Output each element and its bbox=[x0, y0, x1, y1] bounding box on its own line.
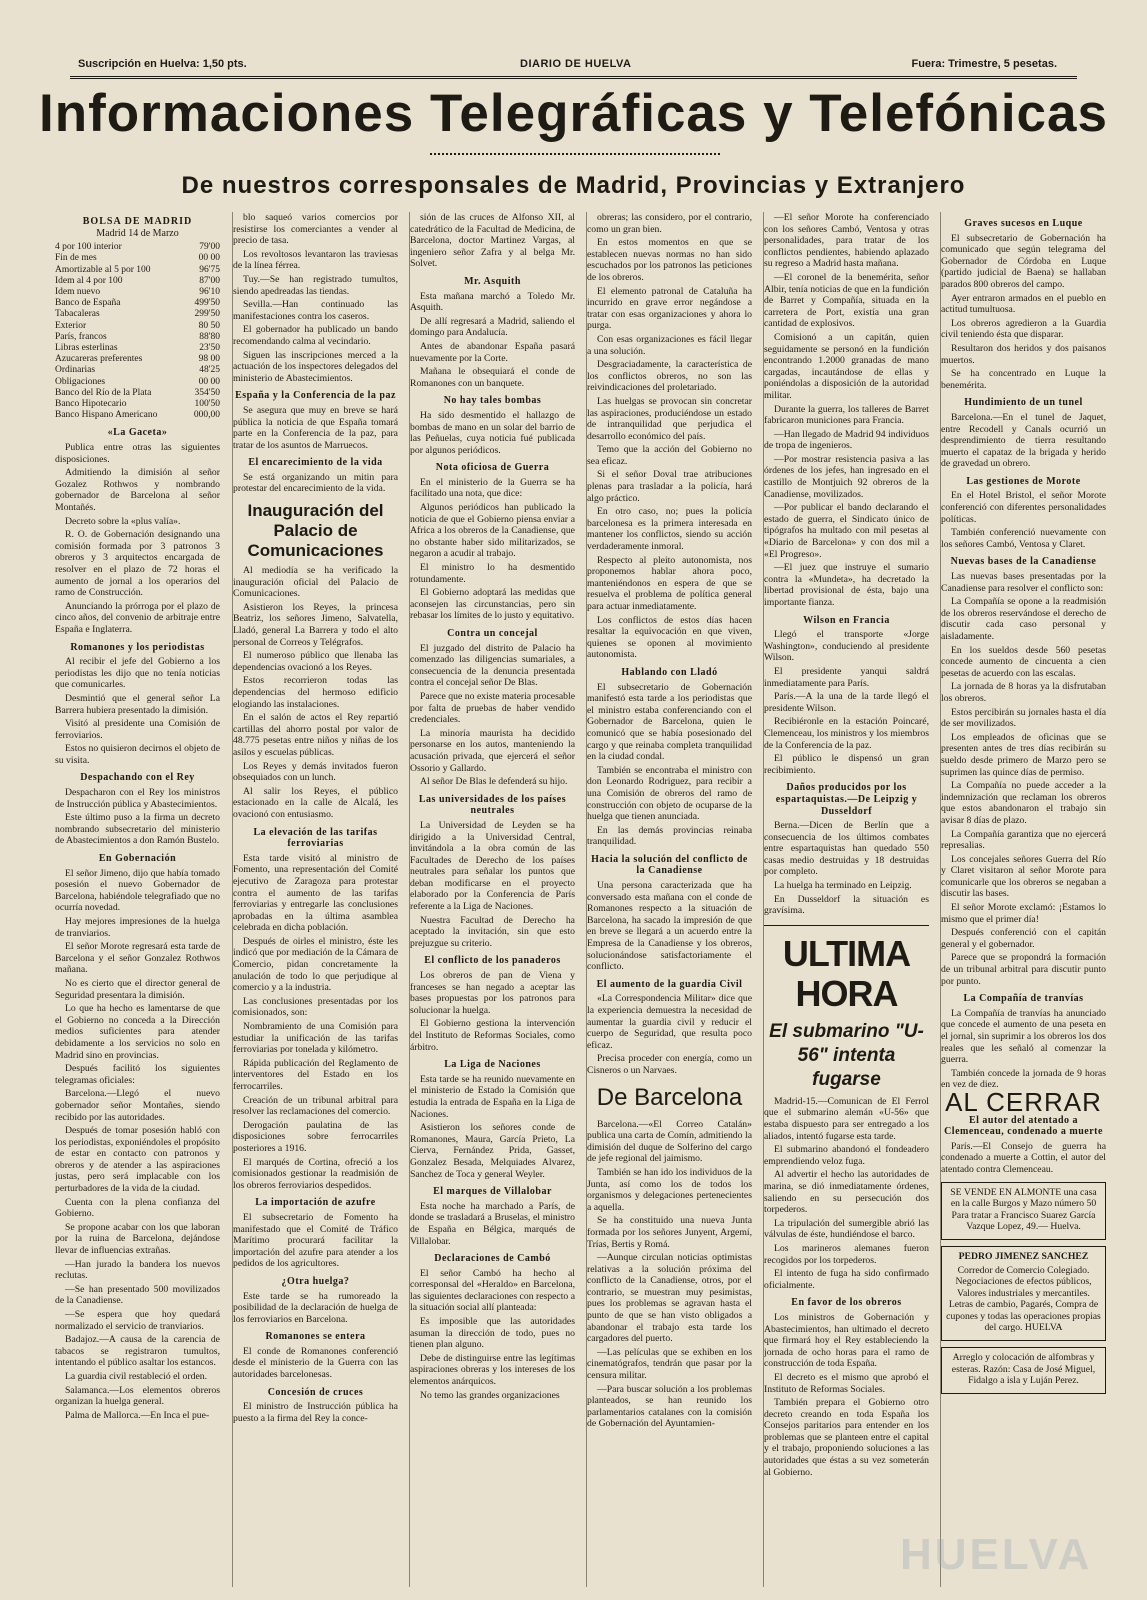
article-paragraph: El ministro de Instrucción pública ha puesto a la firma del Rey la conce- bbox=[233, 1401, 398, 1424]
article-paragraph: Algunos periódicos han publicado la noticia de que el Gobierno piensa enviar a Africa a los obreros de la Canadiense, que no obstante haber sido militarizados, se negaron a acudir al trabajo. bbox=[410, 502, 575, 560]
classified-ad bbox=[941, 1347, 1106, 1394]
article-paragraph: Parece que no existe materia procesable por falta de pruebas de haber vendido credenciales. bbox=[410, 690, 575, 726]
bolsa-row bbox=[55, 388, 220, 399]
article-paragraph: «La Correspondencia Militar» dice que la experiencia demuestra la necesidad de aumentar la guardia civil y reducir el cuerpo de Seguridad, que resulta poco eficaz. bbox=[587, 993, 752, 1051]
bolsa-security-value: 96'10 bbox=[199, 287, 220, 297]
article-paragraph: El submarino abandonó el fondeadero emprendiendo veloz fuga. bbox=[764, 1144, 929, 1167]
article-heading: La elevación de las tarifas ferroviarias bbox=[253, 826, 378, 850]
article-paragraph: La Compañía garantiza que no ejercerá represalias. bbox=[941, 828, 1106, 852]
classified-ad-text: Arreglo y colocación de alfombras y esteras. Razón: Casa de José Miguel, Fidalgo a isla y Luján Perez. bbox=[951, 1352, 1096, 1387]
article-paragraph: —Han llegado de Madrid 94 individuos de tropa de ingenieros. bbox=[764, 428, 929, 452]
bolsa-security-name: Idem nuevo bbox=[55, 287, 101, 297]
bolsa-security-name: Obligaciones bbox=[55, 376, 106, 387]
bolsa-security-name: 4 por 100 interior bbox=[55, 242, 122, 253]
article-paragraph: El conde de Romanones conferenció desde el ministerio de la Guerra con las autoridades barcelonesas. bbox=[233, 1345, 398, 1381]
article-paragraph: El intento de fuga ha sido confirmado oficialmente. bbox=[764, 1268, 929, 1291]
bolsa-security-name: Tabacaleras bbox=[55, 309, 100, 320]
article-paragraph: Después conferenció con el capitán general y el gobernador. bbox=[941, 927, 1106, 950]
classified-ad-text: SE VENDE EN ALMONTE una casa en la calle Burgos y Mazo número 50 Para tratar a Francisco Suarez García Vazque Lopez, 49.— Huelva. bbox=[950, 1186, 1097, 1233]
article-paragraph: Madrid-15.—Comunican de El Ferrol que el submarino alemán «U-56» que estaba dispuesto para ser entregado a los aliados, intentó fugarse esta tarde. bbox=[764, 1095, 929, 1142]
article-paragraph: Lo que ha hecho es lamentarse de que el Gobierno no conceda a la Dirección medios suficientes para atender debidamente a los servicios no solo en Madrid sino en provincias. bbox=[55, 1003, 220, 1061]
bolsa-security-name: Banco Hipotecario bbox=[55, 399, 127, 410]
title-divider bbox=[430, 153, 720, 155]
article-paragraph: Una persona caracterizada que ha conversado esta mañana con el conde de Romanones respecto a la situación de Barcelona, ha sacado la impresión de que en breve se llegará a un acuerdo entre la Empresa de la Canadiense y los obreros, solucionándose satisfactoriamente el conflicto. bbox=[587, 880, 752, 973]
article-paragraph: El presidente yanqui saldrá inmediatamente para París. bbox=[764, 665, 929, 689]
article-paragraph: La minoría maurista ha decidido personarse en los autos, manteniendo la acusación privada, que ejercerá el señor Ossorio y Gallardo. bbox=[410, 727, 575, 774]
article-paragraph: Admitiendo la dimisión al señor Gozalez Rothwos y nombrando gobernador de Barcelona al señor Montañés. bbox=[55, 467, 220, 513]
article-paragraph: Derogación paulatina de las disposiciones sobre ferrocarriles posteriores a 1916. bbox=[233, 1119, 398, 1154]
article-heading: En Gobernación bbox=[98, 853, 177, 865]
article-paragraph: De allí regresará a Madrid, saliendo el domingo para Andalucía. bbox=[410, 315, 575, 339]
article-paragraph: El decreto es el mismo que aprobó el Instituto de Reformas Sociales. bbox=[764, 1371, 929, 1395]
article-paragraph: La guardia civil restableció el orden. bbox=[65, 1370, 208, 1382]
article-paragraph: Esta mañana marchó a Toledo Mr. Asquith. bbox=[410, 290, 575, 314]
article-paragraph: En el Hotel Bristol, el señor Morote conferenció con diferentes personalidades políticas. bbox=[941, 490, 1106, 525]
column-4 bbox=[586, 212, 752, 1587]
article-paragraph: Temo que la acción del Gobierno no sea eficaz. bbox=[587, 444, 752, 467]
article-paragraph: Berna.—Dicen de Berlín que a consecuencia de los últimos combates entre espartaquistas han quedado 550 casas medio destruidas y 18 destruidas por completo. bbox=[764, 820, 929, 878]
bolsa-security-name: Banco Hispano Americano bbox=[55, 410, 158, 421]
article-paragraph: La jornada de 8 horas ya la disfrutaban los obreros. bbox=[941, 681, 1106, 704]
article-paragraph: El elemento patronal de Cataluña ha incurrido en grave error negándose a tratar con esas organizaciones y ahora lo purga. bbox=[587, 285, 752, 332]
newspaper-name: DIARIO DE HUELVA bbox=[520, 58, 632, 70]
bolsa-row bbox=[55, 399, 220, 410]
article-paragraph: Este último puso a la firma un decreto nombrando subsecretario del ministerio de Abastecimientos a don Ramón Bustelo. bbox=[55, 812, 220, 847]
article-paragraph: Los revoltosos levantaron las traviesas de la línea férrea. bbox=[233, 248, 398, 272]
article-paragraph: Resultaron dos heridos y dos paisanos muertos. bbox=[941, 342, 1106, 366]
article-heading: El aumento de la guardia Civil bbox=[596, 978, 743, 990]
article-paragraph: El ministro lo ha desmentido rotundamente. bbox=[410, 562, 575, 585]
article-paragraph: Al recibir el jefe del Gobierno a los periodistas les dijo que no tenía noticias que comunicarles. bbox=[55, 656, 220, 691]
article-paragraph: Las conclusiones presentadas por los comisionados, son: bbox=[233, 995, 398, 1019]
article-paragraph: Mañana le obsequiará el conde de Romanones con un banquete. bbox=[410, 366, 575, 389]
article-paragraph: Al señor De Blas le defenderá su hijo. bbox=[420, 776, 568, 788]
bolsa-security-value: 00 00 bbox=[198, 253, 220, 264]
article-paragraph: Recibiéronle en la estación Poincaré, Clemenceau, los ministros y los miembros de la Conferencia de la paz. bbox=[764, 716, 929, 751]
article-paragraph: El gobernador ha publicado un bando recomendando calma al vecindario. bbox=[233, 324, 398, 347]
article-paragraph: Los marineros alemanes fueron recogidos por los torpederos. bbox=[764, 1242, 929, 1266]
section-banner: ULTIMA HORA bbox=[764, 925, 929, 1014]
article-paragraph: —El señor Morote ha conferenciado con los señores Cambó, Ventosa y otras personalidades, para tratar de los conflictos pendientes, habiendo aplazado su regreso a Madrid hasta mañana. bbox=[764, 212, 929, 270]
broker-ad-title: PEDRO JIMENEZ SANCHEZ bbox=[958, 1250, 1089, 1262]
article-heading: Hundimiento de un tunel bbox=[964, 397, 1083, 409]
article-paragraph: Nombramiento de una Comisión para estudiar la unificación de las tarifas ferroviarias por tonelada y kilómetro. bbox=[233, 1021, 398, 1056]
article-paragraph: En los sueldos desde 560 pesetas concede aumento de cincuenta a cien pesetas de acuerdo con las escalas. bbox=[941, 644, 1106, 679]
article-paragraph: La Compañía no puede acceder a la indemnización que reclaman los obreros que estos abandonaron el trabajo sin avisar 8 días de plazo. bbox=[941, 780, 1106, 826]
article-paragraph: Asistieron los señores conde de Romanones, Maura, García Prieto, La Cierva, Fernández Prida, Gasset, Gonzalez Besada, Melquiades Alvarez, Sanchez de Toca y general Weyler. bbox=[410, 1122, 575, 1180]
article-paragraph: El señor Morote exclamó: ¡Estamos lo mismo que el primer día! bbox=[941, 902, 1106, 925]
article-heading: Las gestiones de Morote bbox=[966, 475, 1081, 487]
article-heading: Concesión de cruces bbox=[267, 1386, 364, 1398]
bolsa-date: Madrid 14 de Marzo bbox=[96, 227, 179, 239]
article-paragraph: Durante la guerra, los talleres de Barret fabricaron municiones para Francia. bbox=[764, 403, 929, 427]
article-heading: La Liga de Naciones bbox=[444, 1059, 541, 1071]
article-paragraph: Palma de Mallorca.—En Inca el pue- bbox=[65, 1409, 210, 1421]
classified-ad bbox=[941, 1182, 1106, 1240]
article-heading: «La Gaceta» bbox=[107, 427, 168, 439]
article-paragraph: —Aunque circulan noticias optimistas relativas a la solución próxima del conflicto de la Canadiense, otros, por el contrario, se muestran muy pesimistas, pues los problemas se agravan hasta el punto de que se han visto obligados a abandonar el trabajo esta tarde los cargadores del puerto. bbox=[587, 1252, 752, 1345]
article-paragraph: Se propone acabar con los que laboran por la ruina de Barcelona, dejándose llevar de influencias extrañas. bbox=[55, 1221, 220, 1257]
article-paragraph: Con esas organizaciones es fácil llegar a una solución. bbox=[587, 333, 752, 357]
article-paragraph: —Se han presentado 500 movilizados de la Canadiense. bbox=[55, 1283, 220, 1307]
bolsa-row bbox=[55, 287, 220, 298]
article-heading: Romanones y los periodistas bbox=[70, 641, 205, 653]
article-heading: En favor de los obreros bbox=[791, 1297, 902, 1309]
article-paragraph: Llegó el transporte «Jorge Washington», conduciendo al presidente Wilson. bbox=[764, 629, 929, 664]
bolsa-security-value: 000,00 bbox=[193, 410, 220, 421]
article-paragraph: En las demás provincias reinaba tranquilidad. bbox=[587, 824, 752, 848]
article-paragraph: El marqués de Cortina, ofreció a los comisionados gestionar la readmisión de los obreros ferroviarios despedidos. bbox=[233, 1156, 398, 1191]
article-heading: Daños producidos por los espartaquistas.—De Leipzig y Dusseldorf bbox=[775, 782, 918, 817]
archive-watermark: HUELVA bbox=[900, 1530, 1093, 1579]
article-paragraph: Esta tarde se ha reunido nuevamente en el ministerio de Estado la Comisión que estudia la entrada de España en la Liga de Naciones. bbox=[410, 1073, 575, 1120]
bolsa-security-name: Libras esterlinas bbox=[55, 343, 118, 354]
article-paragraph: sión de las cruces de Alfonso XII, al catedrático de la Facultad de Medicina, de Barcelona, doctor Martinez Vargas, al ingeniero señor Zafra y al belga Mr. Solvet. bbox=[410, 212, 575, 270]
article-paragraph: En otro caso, no; pues la policía barcelonesa es la primera interesada en mantener los conflictos, siendo su acción verdaderamente inmoral. bbox=[587, 506, 752, 553]
article-paragraph: Comisionó a un capitán, quien seguidamente se personó en la fundición encontrando 1.2000 granadas de mano cargadas, incautándose de ellas y poniéndolas a disposición de la autoridad militar. bbox=[764, 331, 929, 401]
subscription-outside: Fuera: Trimestre, 5 pesetas. bbox=[911, 58, 1057, 70]
bolsa-security-name: Fin de mes bbox=[55, 253, 97, 264]
bolsa-security-name: Azucareras preferentes bbox=[55, 354, 143, 365]
article-heading: Declaraciones de Cambó bbox=[434, 1253, 551, 1265]
article-paragraph: También concede la jornada de 9 horas en vez de diez. bbox=[941, 1067, 1106, 1091]
article-paragraph: El Gobierno gestiona la intervención del Instituto de Reformas Sociales, como árbitro. bbox=[410, 1018, 575, 1053]
article-paragraph: La Compañía de tranvías ha anunciado que concede el aumento de una peseta en el jornal, sin suprimir a los obreros los dos reales que les señaló al comenzar la guerra. bbox=[941, 1007, 1106, 1066]
article-paragraph: El público le dispensó un gran recibimiento. bbox=[764, 753, 929, 776]
bolsa-security-value: 79'00 bbox=[199, 242, 220, 253]
article-paragraph: Barcelona.—«El Correo Catalán» publica una carta de Comín, admitiendo la dimisión del duque de Solferino del cargo de jefe regional del jaimismo. bbox=[587, 1118, 752, 1165]
article-paragraph: No es cierto que el director general de Seguridad presentara la dimisión. bbox=[55, 977, 220, 1001]
article-paragraph: R. O. de Gobernación designando una comisión formada por 3 patronos 3 obreros y 3 arquitectos encargada de resolver en el plazo de 72 horas el aumento de jornal a los operarios del ramo de Construcción. bbox=[55, 529, 220, 599]
bolsa-security-value: 00 00 bbox=[198, 376, 220, 387]
article-heading: España y la Conferencia de la paz bbox=[235, 390, 396, 402]
article-paragraph: Precisa proceder con energía, como un Cisneros o un Narvaes. bbox=[587, 1053, 752, 1076]
article-heading: Mr. Asquith bbox=[464, 275, 521, 287]
bolsa-row bbox=[55, 298, 220, 309]
bolsa-table bbox=[55, 242, 220, 421]
article-heading: El marques de Villalobar bbox=[433, 1186, 552, 1198]
bolsa-row bbox=[55, 343, 220, 354]
column-1 bbox=[55, 212, 220, 1587]
article-paragraph: También prepara el Gobierno otro decreto creando en toda España los Consejos paritarios para entender en los problemas que se planteen entre el capital y el trabajo, proponiendo soluciones a las autoridades que éstas a su vez someterán al Gobierno. bbox=[764, 1397, 929, 1478]
article-paragraph: Siguen las inscripciones merced a la actuación de los inspectores delegados del ministerio de Abastecimientos. bbox=[233, 349, 398, 384]
article-paragraph: Los empleados de oficinas que se presenten antes de tres días recibirán su sueldo desde primero de Marzo pero se suprimen las quince días de permiso. bbox=[941, 731, 1106, 778]
article-columns bbox=[55, 212, 1115, 1592]
article-paragraph: Al advertir el hecho las autoridades de marina, se dió inmediatamente órdenes, saliendo en su persecución dos torpederos. bbox=[764, 1169, 929, 1216]
article-paragraph: La Universidad de Leyden se ha dirigido a la Universidad Central, invitándola a la obra común de las Facultades de Derecho de los países neutrales para señalar los puntos que deban modificarse en el proyecto elaborado por la Conferencia de París referente a la Liga de Naciones. bbox=[410, 819, 575, 913]
article-paragraph: Los ministros de Gobernación y Abastecimientos, han ultimado el decreto que firmará hoy el Rey estableciendo la jornada de ocho horas para el ramo de construcción de toda España. bbox=[764, 1311, 929, 1370]
article-paragraph: El numeroso público que llenaba las dependencias ovacionó a los Reyes. bbox=[233, 650, 398, 673]
article-paragraph: —El juez que instruye el sumario contra la «Mundeta», ha decretado la libertad provisional de ésta, bajo una importante fianza. bbox=[764, 562, 929, 608]
article-paragraph: Sevilla.—Han continuado las manifestaciones contra los caseros. bbox=[233, 299, 398, 322]
article-paragraph: El subsecretario de Gobernación ha comunicado que según telegrama del Gobernador de Córdoba en Luque (partido judicial de Baena) se hallaban parados 800 obreros del campo. bbox=[941, 232, 1106, 290]
article-paragraph: Publica entre otras las siguientes disposiciones. bbox=[55, 442, 220, 465]
broker-ad-text: Corredor de Comercio Colegiado. Negociaciones de efectos públicos, Valores industriales y mercantiles. Letras de cambio, Pagarés, Compra de cupones y todas las operaciones propias del cargo. HUELVA bbox=[946, 1264, 1101, 1334]
bolsa-security-value: 96'75 bbox=[199, 264, 220, 275]
article-paragraph: También conferenció nuevamente con los señores Cambó, Ventosa y Claret. bbox=[941, 527, 1106, 550]
bolsa-row bbox=[55, 410, 220, 421]
article-paragraph: París.—A la una de la tarde llegó el presidente Wilson. bbox=[764, 691, 929, 714]
article-paragraph: —Las películas que se exhiben en los cinematógrafos, tendrán que pasar por la censura militar. bbox=[587, 1346, 752, 1382]
article-paragraph: Ayer entraron armados en el pueblo en actitud tumultuosa. bbox=[941, 292, 1106, 316]
article-heading: Wilson en Francia bbox=[803, 614, 890, 626]
article-heading: El conflicto de los panaderos bbox=[424, 955, 561, 967]
article-paragraph: Salamanca.—Los elementos obreros organizan la huelga general. bbox=[55, 1384, 220, 1408]
column-2-body bbox=[233, 212, 398, 1424]
article-heading: Romanones se entera bbox=[265, 1331, 366, 1343]
article-paragraph: Nuestra Facultad de Derecho ha aceptado la invitación, sin que esto prejuzgue su criterio. bbox=[410, 914, 575, 949]
article-paragraph: En el ministerio de la Guerra se ha facilitado una nota, que dice: bbox=[410, 476, 575, 500]
article-heading: Hablando con Lladó bbox=[621, 666, 718, 678]
article-paragraph: París.—El Consejo de guerra ha condenado a muerte a Cottin, el autor del atentado contra Clemenceau. bbox=[941, 1140, 1106, 1175]
article-paragraph: —Para buscar solución a los problemas planteados, se han reunido los parlamentarios catalanes con la comisión de Gobernación del Ayuntamien- bbox=[587, 1383, 752, 1430]
bolsa-row bbox=[55, 365, 220, 376]
column-6 bbox=[940, 212, 1106, 1587]
article-paragraph: El juzgado del distrito de Palacio ha comenzado las diligencias sumariales, a consecuencia de la denuncia presentada contra el concejal señor De Blas. bbox=[410, 642, 575, 689]
article-paragraph: Estos no quisieron decirnos el objeto de su visita. bbox=[55, 743, 220, 766]
bolsa-security-name: Idem al 4 por 100 bbox=[55, 275, 123, 286]
bolsa-row bbox=[55, 276, 220, 287]
column-5-body bbox=[764, 212, 929, 1478]
bolsa-security-value: 98 00 bbox=[198, 354, 220, 365]
article-heading: El autor del atentado a Clemenceau, condenado a muerte bbox=[944, 1114, 1103, 1138]
bolsa-security-value: 299'50 bbox=[194, 309, 220, 320]
article-paragraph: El subsecretario de Fomento ha manifestado que el Comité de Tráfico Marítimo procurará facilitar la importación del azufre para atender a los pedidos de los agricultores. bbox=[233, 1211, 398, 1270]
article-heading: Las universidades de los países neutrales bbox=[418, 793, 567, 817]
article-paragraph: Esta noche ha marchado a París, de donde se trasladará a Bruselas, el ministro de España en Bélgica, marqués de Villalobar. bbox=[410, 1200, 575, 1247]
article-paragraph: —Se espera que hoy quedará normalizado el servicio de tranviarios. bbox=[55, 1309, 220, 1332]
bolsa-row bbox=[55, 332, 220, 343]
article-paragraph: Se asegura que muy en breve se hará pública la noticia de que España tomará parte en la Conferencia de la paz, para tratar de los asuntos de Marruecos. bbox=[233, 404, 398, 451]
article-paragraph: Visitó al presidente una Comisión de ferroviarios. bbox=[55, 718, 220, 741]
article-paragraph: Rápida publicación del Reglamento de interventores del Estado en los ferrocarriles. bbox=[233, 1057, 398, 1092]
article-heading: El encarecimiento de la vida bbox=[248, 457, 383, 469]
article-paragraph: —Han jurado la bandera los nuevos reclutas. bbox=[55, 1258, 220, 1282]
article-paragraph: La Compañía se opone a la readmisión de los obreros reservándose el derecho de discutir cada caso personal y aisladamente. bbox=[941, 596, 1106, 642]
article-heading: La Compañía de tranvías bbox=[963, 993, 1084, 1005]
article-heading: La importación de azufre bbox=[255, 1197, 376, 1209]
bolsa-row bbox=[55, 265, 220, 276]
article-paragraph: Barcelona.—En el tunel de Jaquet, entre Recodell y Canals ocurrió un desprendimiento de tierra resultando muerto el capataz de la brigada y herido de gravedad un obrero. bbox=[941, 411, 1106, 470]
column-6-body bbox=[941, 218, 1106, 1394]
bolsa-security-name: Banco del Río de la Plata bbox=[55, 387, 152, 398]
article-paragraph: Tuy.—Se han registrado tumultos, siendo apedreadas las tiendas. bbox=[233, 273, 398, 297]
article-paragraph: Despacharon con el Rey los ministros de Instrucción pública y Abastecimientos. bbox=[55, 787, 220, 810]
bolsa-security-value: 100'50 bbox=[194, 399, 220, 410]
masthead-strip bbox=[70, 54, 1077, 79]
article-paragraph: Cuenta con la plena confianza del Gobierno. bbox=[55, 1196, 220, 1220]
bolsa-security-name: Amortizable al 5 por 100 bbox=[55, 264, 151, 275]
article-paragraph: Parece que se propondrá la formación de un tribunal arbitral para discutir punto por punto. bbox=[941, 952, 1106, 987]
article-paragraph: Los Reyes y demás invitados fueron obsequiados con un lunch. bbox=[233, 760, 398, 784]
article-heading: Nuevas bases de la Canadiense bbox=[950, 556, 1097, 568]
article-paragraph: El Gobierno adoptará las medidas que aconsejen las circunstancias, pero sin rebasar los límites de lo justo y equitativo. bbox=[410, 587, 575, 622]
article-paragraph: Después facilitó los siguientes telegramas oficiales: bbox=[55, 1063, 220, 1086]
column-1-body bbox=[55, 427, 220, 1421]
page-subtitle: De nuestros corresponsales de Madrid, Provincias y Extranjero bbox=[181, 172, 966, 199]
article-paragraph: Si el señor Doval trae atribuciones plenas para trasladar a la policía, hará algo práctico. bbox=[587, 469, 752, 504]
bolsa-security-value: 48'25 bbox=[199, 365, 220, 376]
bolsa-security-value: 88'80 bbox=[199, 331, 220, 342]
article-paragraph: También se encontraba el ministro con don Leonardo Rodriguez, para recibir a una Comisión de obreros del ramo de construcción con objeto de ocuparse de la huelga que tienen anunciada. bbox=[587, 764, 752, 823]
article-paragraph: El señor Cambó ha hecho al corresponsal del «Heraldo» en Barcelona, las siguientes declaraciones con respecto a la situación social allí planteada: bbox=[410, 1267, 575, 1314]
article-paragraph: Los obreros de pan de Viena y franceses se han negado a aceptar las bases propuestas por los patronos para solucionar la huelga. bbox=[410, 970, 575, 1016]
bolsa-security-value: 80 50 bbox=[198, 320, 220, 331]
article-heading: No hay tales bombas bbox=[443, 395, 542, 407]
subscription-local: Suscripción en Huelva: 1,50 pts. bbox=[78, 58, 247, 70]
article-paragraph: Las huelgas se provocan sin concretar las aspiraciones, produciéndose un estado de intranquilidad que perjudica el desarrollo económico del país. bbox=[587, 395, 752, 442]
article-paragraph: Los concejales señores Guerra del Río y Claret visitaron al señor Morote para comunicarle que los obreros se negaban a discutir las bases. bbox=[941, 853, 1106, 900]
article-paragraph: El subsecretario de Gobernación manifestó esta tarde a los periodistas que el ministro estaba conferenciando con el Gobernador de Barcelona, quien le comunicó que se había posesionado del cargo y que reinaba completa tranquilidad en la ciudad condal. bbox=[587, 681, 752, 763]
article-paragraph: Respecto al pleito autonomista, nos proponemos hablar ahora poco, manteniéndonos en espera de que se resuelva el problema de política general para actuar inmediatamente. bbox=[587, 554, 752, 612]
bolsa-row bbox=[55, 253, 220, 264]
article-paragraph: Decreto sobre la «plus valía». bbox=[65, 515, 181, 527]
bolsa-security-value: 499'50 bbox=[194, 298, 220, 309]
bolsa-row bbox=[55, 309, 220, 320]
article-paragraph: Al salir los Reyes, el público estacionado en la calle de Alcalá, les ovacionó con entusiasmo. bbox=[233, 785, 398, 820]
article-paragraph: blo saqueó varios comercios por resistirse los comerciantes a vender al precio de tasa. bbox=[233, 212, 398, 247]
article-paragraph: Esta tarde visitó al ministro de Fomento, una representación del Comité ejecutivo de Zaragoza para protestar contra el aumento de las tarifas ferroviarias y entregarle las conclusiones aprobadas en la última asamblea celebrada en dicha población. bbox=[233, 852, 398, 934]
article-paragraph: —Por mostrar resistencia pasiva a las órdenes de los jefes, han ingresado en el castillo de Montjuich 92 obreros de la Canadiense, movilizados. bbox=[764, 453, 929, 500]
article-paragraph: obreras; las considero, por el contrario, como un gran bien. bbox=[587, 212, 752, 235]
bolsa-row bbox=[55, 377, 220, 388]
bolsa-heading: BOLSA DE MADRID bbox=[82, 216, 193, 227]
article-paragraph: Se ha constituido una nueva Junta formada por los señores Junyent, Argemí, Trías, Bertis y Romá. bbox=[587, 1215, 752, 1250]
column-5 bbox=[763, 212, 929, 1587]
article-paragraph: No temo las grandes organizaciones bbox=[420, 1389, 560, 1401]
article-heading: Nota oficiosa de Guerra bbox=[435, 462, 550, 474]
page-title: Informaciones Telegráficas y Telefónicas bbox=[39, 84, 1108, 143]
article-paragraph: Los conflictos de estos días hacen resaltar la equivocación en que viven, quienes se oponen al movimiento autonomista. bbox=[587, 614, 752, 661]
article-paragraph: Barcelona.—Llegó el nuevo gobernador señor Montañes, siendo recibido por las autoridades. bbox=[55, 1088, 220, 1123]
article-paragraph: Antes de abandonar España pasará nuevamente por la Corte. bbox=[410, 340, 575, 364]
article-paragraph: En estos momentos en que se establecen nuevas normas no han sido escuchados por los patronos las peticiones de los obreros. bbox=[587, 237, 752, 283]
article-paragraph: Al mediodía se ha verificado la inauguración oficial del Palacio de Comunicaciones. bbox=[233, 565, 398, 600]
section-banner: De Barcelona bbox=[596, 1083, 743, 1111]
article-paragraph: Las nuevas bases presentadas por la Canadiense para resolver el conflicto son: bbox=[941, 571, 1106, 594]
article-paragraph: La tripulación del sumergible abrió las válvulas de éste, hundiéndose el barco. bbox=[764, 1217, 929, 1241]
broker-ad bbox=[941, 1246, 1106, 1341]
article-paragraph: La huelga ha terminado en Leipzig. bbox=[774, 880, 912, 892]
article-paragraph: En el salón de actos el Rey repartió cartillas del ahorro postal por valor de 48.775 pesetas entre niños y niñas de los asilos y escuelas públicas. bbox=[233, 712, 398, 758]
column-2 bbox=[232, 212, 398, 1587]
article-paragraph: Anunciando la prórroga por el plazo de cinco años, del convenio de arbitraje entre España e Inglaterra. bbox=[55, 600, 220, 635]
bolsa-security-value: 87'00 bbox=[199, 275, 220, 286]
article-paragraph: Asistieron los Reyes, la princesa Beatriz, los señores Jimeno, Salvatella, Lladó, general La Barrera y todo el alto personal de Correos y Telégrafos. bbox=[233, 601, 398, 648]
article-paragraph: Badajoz.—A causa de la carencia de tabacos se registraron tumultos, intentando el público asaltar los estancos. bbox=[55, 1334, 220, 1369]
bolsa-security-value: 23'50 bbox=[199, 343, 220, 354]
bolsa-security-name: París, francos bbox=[55, 331, 107, 342]
article-paragraph: Creación de un tribunal arbitral para resolver las reclamaciones del comercio. bbox=[233, 1094, 398, 1118]
article-paragraph: Estos recorrieron todas las dependencias del hermoso edificio elogiando las instalaciones. bbox=[233, 675, 398, 710]
article-paragraph: Este tarde se ha rumoreado la posibilidad de la declaración de huelga de los ferroviarios en Barcelona. bbox=[233, 1290, 398, 1325]
article-paragraph: Desmintió que el general señor La Barrera hubiera presentado la dimisión. bbox=[55, 692, 220, 716]
bolsa-security-name: Ordinarias bbox=[55, 365, 96, 376]
article-paragraph: Los obreros agredieron a la Guardia civil teniendo ésta que disparar. bbox=[941, 317, 1106, 341]
article-paragraph: Se está organizando un mitin para protestar del encarecimiento de la vida. bbox=[233, 471, 398, 495]
article-paragraph: —Por publicar el bando declarando el estado de guerra, el Sindicato único de tipógrafos ha multado con mil pesetas al «Diario de Barcelona» y con dos mil a «El Progreso». bbox=[764, 502, 929, 560]
article-paragraph: Es imposible que las autoridades asuman la dirección de todo, pues no tienen plan alguno. bbox=[410, 1316, 575, 1351]
bolsa-row bbox=[55, 242, 220, 253]
article-paragraph: Estos percibirán su jornales hasta el día de ser movilizados. bbox=[941, 706, 1106, 730]
column-3-body bbox=[410, 212, 575, 1401]
article-heading: Despachando con el Rey bbox=[80, 772, 195, 784]
article-paragraph: —El coronel de la benemérita, señor Albir, tenía noticias de que en la fundición de Barret y Compañía, situada en la carretera de Port, existía una gran cantidad de explosivos. bbox=[764, 271, 929, 330]
article-paragraph: Se ha concentrado en Luque la benemérita. bbox=[941, 368, 1106, 391]
column-3 bbox=[409, 212, 575, 1587]
article-paragraph: Después de tomar posesión habló con los periodistas, exponiéndoles el propósito de estar en contacto con patronos y obreros y de atender a las aspiraciones justas, pero será implacable con los perturbadores de la vida de la ciudad. bbox=[55, 1125, 220, 1195]
bolsa-security-name: Exterior bbox=[55, 320, 87, 331]
article-paragraph: Desgraciadamente, la característica de los conflictos obreros, no son las reivindicaciones del proletariado. bbox=[587, 359, 752, 394]
article-paragraph: El señor Morote regresará esta tarde de Barcelona y el señor Gonzalez Rothwos mañana. bbox=[55, 941, 220, 976]
bolsa-row bbox=[55, 321, 220, 332]
bolsa-row bbox=[55, 354, 220, 365]
bolsa-security-name: Banco de España bbox=[55, 298, 121, 309]
article-paragraph: Ha sido desmentido el hallazgo de bombas de mano en un solar del barrio de las Peñuelas, cuya noticia fué publicada por algunos periódicos. bbox=[410, 409, 575, 456]
article-paragraph: También se han ido los individuos de la Junta, así como los de todos los organismos y delegaciones pertenecientes a aquella. bbox=[587, 1166, 752, 1213]
article-paragraph: Debe de distinguirse entre las legítimas aspiraciones obreras y los intereses de los elementos anárquicos. bbox=[410, 1352, 575, 1388]
section-banner: AL CERRAR bbox=[945, 1086, 1102, 1117]
article-heading: Contra un concejal bbox=[447, 628, 538, 639]
article-paragraph: El señor Jimeno, dijo que había tomado posesión el nuevo Gobernador de Barcelona, habiéndole telegrafiado que no ocurría novedad. bbox=[55, 867, 220, 914]
article-heading: ¿Otra huelga? bbox=[281, 1275, 350, 1287]
article-paragraph: Después de oirles el ministro, éste les indicó que por mediación de la Cámara de Comercio, pidan concretamente la anulación de todo lo que perjudique al comercio y a la industria. bbox=[233, 935, 398, 994]
article-heading: Hacia la solución del conflicto de la Canadiense bbox=[591, 853, 748, 877]
column-4-body bbox=[587, 212, 752, 1430]
article-paragraph: En Dusseldorf la situación es gravísima. bbox=[764, 893, 929, 917]
section-banner: Inauguración del Palacio de Comunicaciones bbox=[247, 501, 384, 561]
section-banner: El submarino "U-56" intenta fugarse bbox=[769, 1020, 924, 1090]
article-paragraph: Hay mejores impresiones de la huelga de tranviarios. bbox=[55, 916, 220, 939]
article-heading: Graves sucesos en Luque bbox=[964, 218, 1083, 229]
bolsa-security-value: 354'50 bbox=[194, 387, 220, 398]
